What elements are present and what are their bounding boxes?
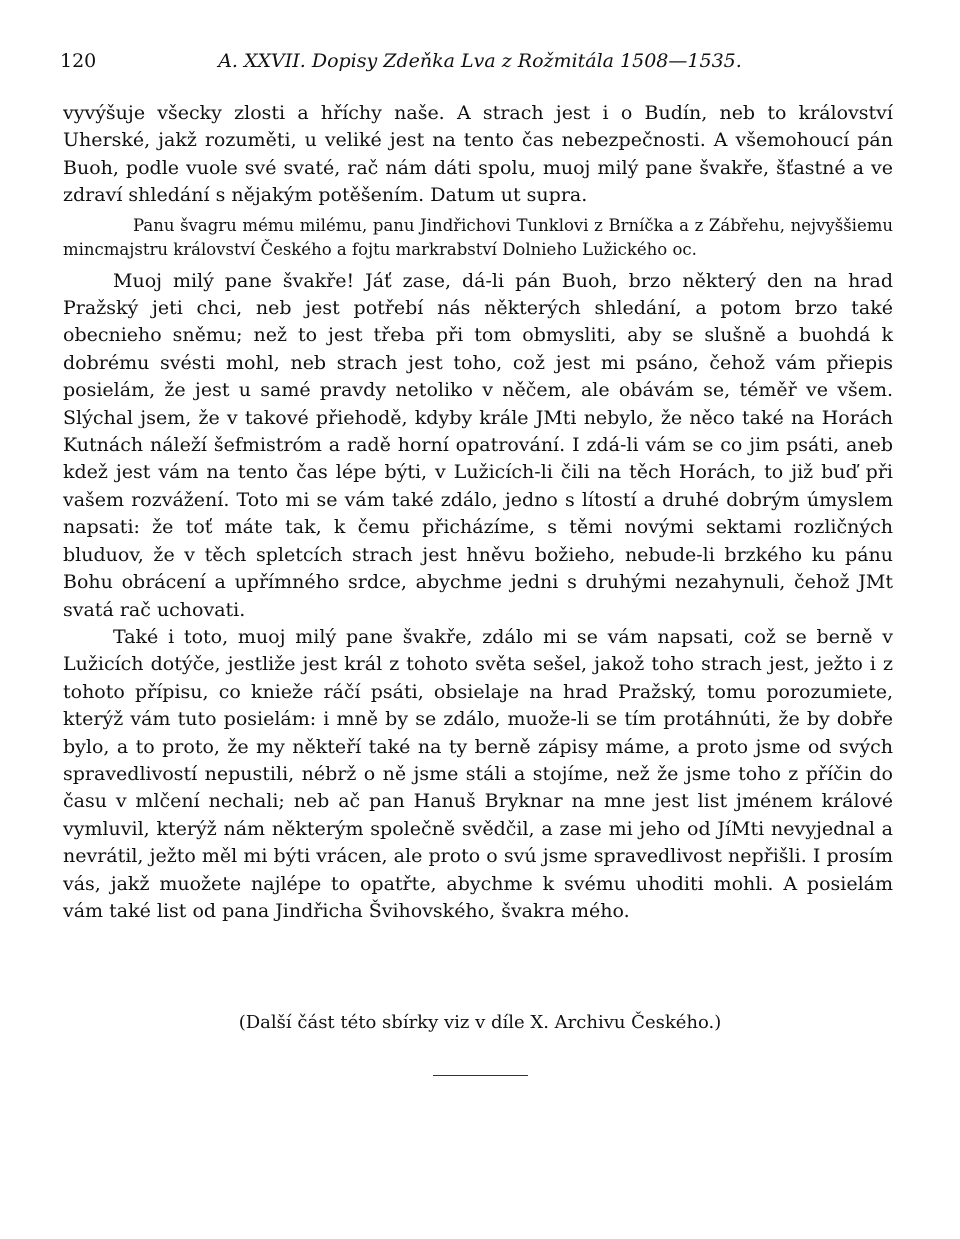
page-header (60, 50, 900, 80)
paragraph-2: Muoj milý pane švakře! Jáť zase, dá-li pán Buoh, brzo některý den na hrad Pražský jeti chci, neb jest potřebí nás některých shledání, a potom brzo také obecnieho sněmu; než to jest třeba při tom obmysliti, aby se slušně a buohdá k dobrému svésti mohl, neb strach jest toho, což jest mi psáno, čehož vám přiepis posielám, že jest u samé pravdy netoliko v něčem, ale obávám se, téměř ve všem. Slýchal jsem, že v takové přiehodě, kdyby krále JMti nebylo, že něco také na Horách Kutnách náleží šefmistróm a radě horní opatrování. I zdá-li vám se co jim psáti, aneb kdež jest vám na tento čas lépe býti, v Lužicích-li čili na těch Horách, to již buď při vašem rozvážení. Toto mi se vám také zdálo, jedno s lítostí a druhé dobrým úmyslem napsati: že toť máte tak, k čemu přicházíme, s těmi novými sektami rozličných bluduov, že v těch spletcích strach jest hněvu božieho, nebude-li brzkého ku pánu Bohu obrácení a upřímného srdce, abychme jedni s druhými nezahynuli, čehož JMt svatá rač uchovati. (63, 269, 893, 621)
footnote: (Další část této sbírky viz v díle X. Archivu Českého.) (238, 1012, 722, 1033)
letter-address: Panu švagru mému milému, panu Jindřichovi Tunklovi z Brníčka a z Zábřehu, nejvyššiemu mincmajstru království Českého a fojtu markrabství Dolnieho Lužického oc. (63, 215, 893, 259)
paragraph-3: Také i toto, muoj milý pane švakře, zdálo mi se vám napsati, což se berně v Lužicích dotýče, jestliže jest král z tohoto světa sešel, jakož toho strach jest, ježto i z tohoto přípisu, co knieže ráčí psáti, obsielaje na hrad Pražský, tomu porozumiete, kterýž vám tuto posielám: i mně by se zdálo, muože-li se tím protáhnúti, že by dobře bylo, a to proto, že my někteří také na ty berně zápisy máme, a proto jsme od svých spravedlivostí nepustili, nébrž o ně jsme stáli a stojíme, než že jsme toho z příčin do času v mlčení nechali; neb ač pan Hanuš Bryknar na mne jest list jménem králové vymluvil, kterýž nám některým společně svědčil, a zase mi jeho od JíMti nevyjednal a nevrátil, ježto měl mi býti vrácen, ale proto o svú jsme spravedlivost nepřišli. I prosím vás, jakž muožete najlépe to opatřte, abychme k svému uhoditi mohli. A posielám vám také list od pana Jindřicha Švihovského, švakra mého. (63, 625, 893, 922)
end-rule (433, 1075, 528, 1076)
paragraph-1: vyvýšuje všecky zlosti a hříchy naše. A strach jest i o Budín, neb to království Uherské, jakž rozuměti, u veliké jest na tento čas nebezpečnosti. A všemohoucí pán Buoh, podle vuole své svaté, rač nám dáti spolu, muoj milý pane švakře, šťastné a ve zdraví shledání s nějakým potěšením. Datum ut supra. (63, 102, 893, 207)
page-number: 120 (60, 50, 97, 72)
body-text (63, 100, 893, 925)
running-head: A. XXVII. Dopisy Zdeňka Lva z Rožmitála 1508—1535. (218, 50, 742, 72)
